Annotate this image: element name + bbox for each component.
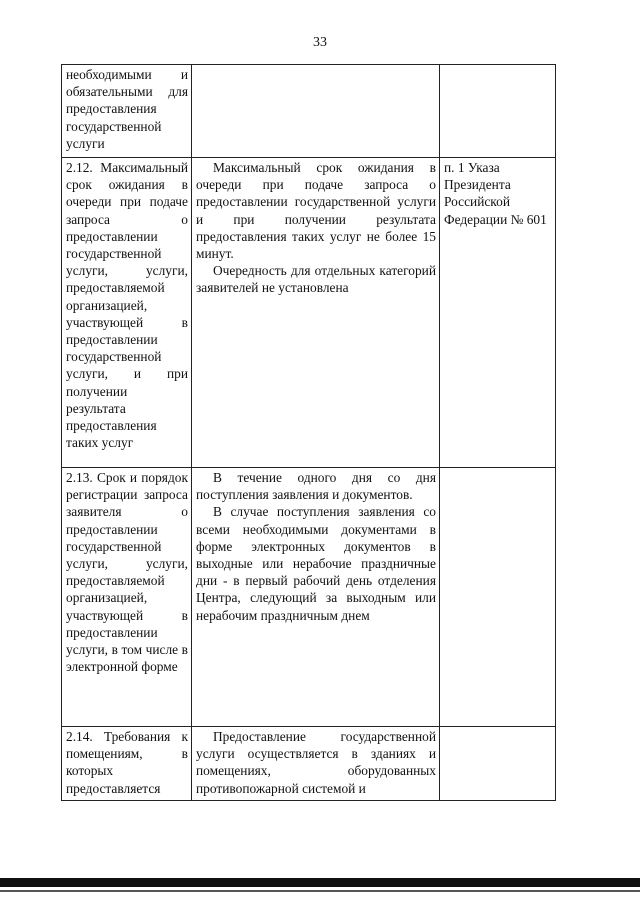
- table-cell-title: [62, 65, 192, 158]
- paragraph: В случае поступления заявления со всеми необходимыми документами в форме электронных документов в выходные или нерабочие праздничные дни - в первый рабочий день отделения Центра, следующий за выходным или нерабочим праздничным днем: [196, 504, 436, 623]
- scan-edge-bar: [0, 878, 640, 887]
- cell-text: 2.14. Требования к помещениям, в которых предоставляется: [66, 729, 188, 796]
- table-cell-description: [192, 468, 440, 727]
- table-row: [62, 158, 556, 468]
- table-cell-description: [192, 727, 440, 801]
- table-cell-reference: [440, 727, 556, 801]
- table-cell-description: [192, 158, 440, 468]
- paragraph: Очередность для отдельных категорий заявителей не установлена: [196, 263, 436, 296]
- page-number: 33: [313, 35, 327, 50]
- table-row: [62, 727, 556, 801]
- scan-edge-line: [0, 890, 640, 892]
- table-cell-reference: [440, 468, 556, 727]
- paragraph: В течение одного дня со дня поступления заявления и документов.: [196, 470, 436, 503]
- cell-text: п. 1 Указа Президента Российской Федерации № 601: [444, 160, 547, 227]
- paragraph: Предоставление государственной услуги осуществляется в зданиях и помещениях, оборудованных противопожарной системой и: [196, 729, 436, 796]
- cell-text: необходимыми и обязательными для предоставления государственной услуги: [66, 67, 188, 151]
- table-cell-description: [192, 65, 440, 158]
- table-cell-reference: [440, 158, 556, 468]
- table-cell-reference: [440, 65, 556, 158]
- paragraph: Максимальный срок ожидания в очереди при подаче запроса о предоставлении государственной услуги и при получении результата предоставления таких услуг не более 15 минут.: [196, 160, 436, 262]
- requirements-table: [61, 64, 556, 801]
- table-cell-title: [62, 468, 192, 727]
- table-row: [62, 65, 556, 158]
- cell-text: 2.12. Максимальный срок ожидания в очереди при подаче запроса о предоставлении государственной услуги, услуги, предоставляемой организацией, участвующей в предоставлении государственной услуги, и при получении результата предоставления таких услуг: [66, 160, 188, 451]
- table-cell-title: [62, 158, 192, 468]
- table-row: [62, 468, 556, 727]
- cell-text: 2.13. Срок и порядок регистрации запроса заявителя о предоставлении государственной услуги, услуги, предоставляемой организацией, участвующей в предоставлении услуги, в том числе в электронной форме: [66, 470, 188, 675]
- table-cell-title: [62, 727, 192, 801]
